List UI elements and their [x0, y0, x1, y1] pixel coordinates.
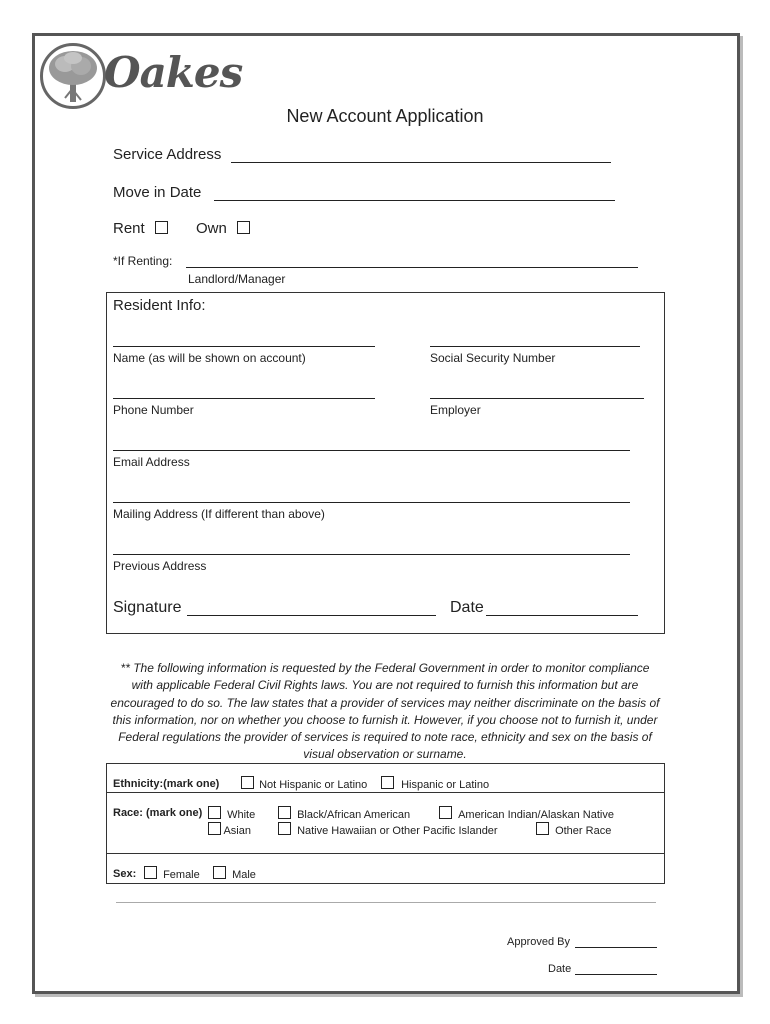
ethnicity-option-not-hispanic — [241, 776, 367, 791]
previous-address-caption: Previous Address — [113, 559, 207, 573]
section-divider — [116, 902, 656, 903]
landlord-field[interactable] — [186, 267, 638, 268]
asian-label: Asian — [223, 825, 251, 837]
female-checkbox[interactable] — [144, 866, 157, 879]
oak-tree-logo-icon — [40, 43, 106, 109]
name-field[interactable] — [113, 346, 375, 347]
email-caption: Email Address — [113, 455, 190, 469]
row-divider — [107, 792, 664, 793]
rent-label: Rent — [113, 220, 145, 237]
ethnicity-option-hispanic — [381, 776, 489, 791]
male-label: Male — [232, 869, 256, 881]
service-address-label: Service Address — [113, 146, 222, 163]
race-option-asian — [208, 822, 251, 837]
federal-notice: ** The following information is requested by the Federal Government in order to monitor compliance with applicable Federal Civil Rights laws. You are not required to furnish this information but are encouraged to do so. The law states that a provider of services may neither discriminate on the basis of this information, nor on whether you choose to furnish it. However, if you choose not to furnish it, under Federal regulations the provider of services is required to note race, ethnicity and sex on the basis of visual observation or surname. — [110, 661, 660, 762]
black-label: Black/African American — [297, 809, 411, 821]
native-hawaiian-checkbox[interactable] — [278, 822, 291, 835]
if-renting-label: *If Renting: — [113, 254, 173, 268]
move-in-date-field[interactable] — [214, 200, 615, 201]
approved-by-label: Approved By — [507, 936, 570, 948]
sex-label: Sex: — [113, 868, 137, 880]
approval-date-field[interactable] — [575, 974, 657, 975]
race-option-white — [208, 806, 255, 821]
ethnicity-label: Ethnicity:(mark one) — [113, 778, 220, 790]
own-option — [196, 220, 250, 237]
american-indian-label: American Indian/Alaskan Native — [458, 809, 614, 821]
approved-by-field[interactable] — [575, 947, 657, 948]
signature-label: Signature — [113, 599, 182, 616]
american-indian-checkbox[interactable] — [439, 806, 452, 819]
sex-option-female — [144, 866, 200, 881]
row-divider — [107, 853, 664, 854]
approval-date-label: Date — [548, 963, 572, 975]
native-hawaiian-label: Native Hawaiian or Other Pacific Islander — [297, 825, 498, 837]
race-option-black — [278, 806, 410, 821]
race-label: Race: (mark one) — [113, 807, 203, 819]
male-checkbox[interactable] — [213, 866, 226, 879]
service-address-field[interactable] — [231, 162, 611, 163]
landlord-manager-caption: Landlord/Manager — [188, 272, 286, 286]
other-race-checkbox[interactable] — [536, 822, 549, 835]
race-option-other — [536, 822, 611, 837]
black-checkbox[interactable] — [278, 806, 291, 819]
move-in-date-label: Move in Date — [113, 184, 202, 201]
ssn-field[interactable] — [430, 346, 640, 347]
employer-field[interactable] — [430, 398, 644, 399]
not-hispanic-label: Not Hispanic or Latino — [259, 779, 368, 791]
not-hispanic-checkbox[interactable] — [241, 776, 254, 789]
ssn-caption: Social Security Number — [430, 351, 556, 365]
signature-field[interactable] — [187, 615, 436, 616]
race-option-native-hawaiian — [278, 822, 498, 837]
signature-date-label: Date — [450, 599, 484, 616]
asian-checkbox[interactable] — [208, 822, 221, 835]
rent-option — [113, 220, 168, 237]
other-race-label: Other Race — [555, 825, 612, 837]
phone-field[interactable] — [113, 398, 375, 399]
phone-caption: Phone Number — [113, 403, 194, 417]
white-label: White — [227, 809, 256, 821]
resident-info-section — [106, 292, 665, 634]
female-label: Female — [163, 869, 200, 881]
signature-date-field[interactable] — [486, 615, 638, 616]
hispanic-checkbox[interactable] — [381, 776, 394, 789]
employer-caption: Employer — [430, 403, 481, 417]
sex-option-male — [213, 866, 256, 881]
white-checkbox[interactable] — [208, 806, 221, 819]
email-field[interactable] — [113, 450, 630, 451]
mailing-address-caption: Mailing Address (If different than above) — [113, 507, 325, 521]
mailing-address-field[interactable] — [113, 502, 630, 503]
hispanic-label: Hispanic or Latino — [401, 779, 490, 791]
previous-address-field[interactable] — [113, 554, 630, 555]
page-title: New Account Application — [286, 106, 484, 126]
own-label: Own — [196, 220, 227, 237]
own-checkbox[interactable] — [237, 221, 250, 234]
rent-checkbox[interactable] — [155, 221, 168, 234]
name-caption: Name (as will be shown on account) — [113, 351, 306, 365]
race-option-american-indian — [439, 806, 614, 821]
logo-wordmark: Oakes — [104, 48, 243, 97]
resident-info-heading: Resident Info: — [113, 297, 206, 314]
